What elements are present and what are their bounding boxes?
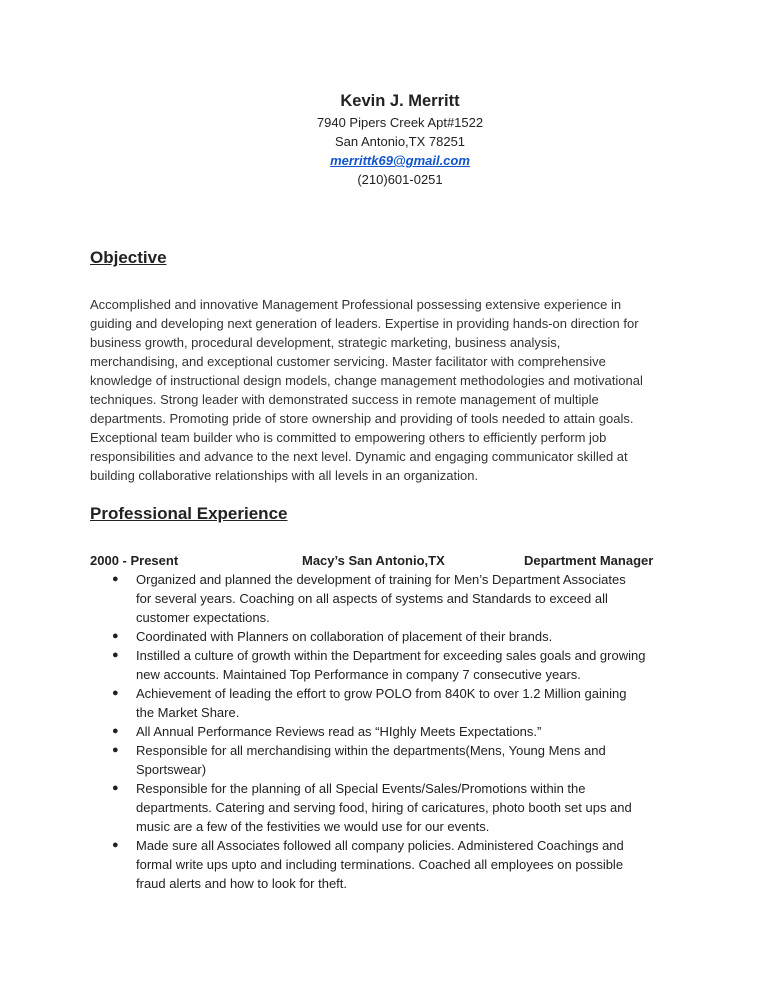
objective-line: guiding and developing next generation of leaders. Expertise in providing hands-on direction for (90, 316, 639, 331)
bullet-text-line: Organized and planned the development of training for Men’s Department Associates (136, 572, 626, 587)
bullet-item (90, 646, 690, 684)
phone-number: (210)601-0251 (357, 172, 443, 187)
objective-line: merchandising, and exceptional customer servicing. Master facilitator with comprehensive (90, 354, 606, 369)
address-line-1: 7940 Pipers Creek Apt#1522 (316, 115, 484, 130)
bullet-item (90, 722, 690, 741)
bullet-text-line: fraud alerts and how to look for theft. (136, 876, 348, 891)
objective-line: responsibilities and advance to the next level. Dynamic and engaging communicator skilled at (90, 449, 628, 464)
objective-line: business growth, procedural development, strategic marketing, business analysis, (90, 335, 561, 350)
job-bullet-list (90, 570, 690, 893)
objective-line: techniques. Strong leader with demonstrated success in remote management of multiple (90, 392, 599, 407)
email-line (16, 151, 768, 170)
bullet-icon: ● (112, 744, 119, 756)
email-link[interactable]: merrittk69@gmail.com (330, 153, 470, 168)
bullet-icon: ● (112, 687, 119, 699)
bullet-text-line: formal write ups upto and including terminations. Coached all employees on possible (136, 857, 624, 872)
bullet-icon: ● (112, 839, 119, 851)
bullet-text-line: Sportswear) (136, 762, 207, 777)
bullet-item (90, 836, 690, 893)
bullet-text-line: the Market Share. (136, 705, 240, 720)
experience-heading: Professional Experience (90, 504, 288, 523)
bullet-text-line: Instilled a culture of growth within the Department for exceeding sales goals and growing (136, 648, 646, 663)
candidate-name: Kevin J. Merritt (340, 92, 460, 110)
bullet-item (90, 570, 690, 627)
bullet-text-line: All Annual Performance Reviews read as “HIghly Meets Expectations.” (136, 724, 542, 739)
bullet-icon: ● (112, 782, 119, 794)
bullet-icon: ● (112, 649, 119, 661)
bullet-item (90, 627, 690, 646)
bullet-icon: ● (112, 725, 119, 737)
bullet-item (90, 684, 690, 722)
resume-header (16, 89, 768, 189)
job-dates: 2000 - Present (90, 553, 179, 568)
bullet-item (90, 779, 690, 836)
bullet-text-line: Responsible for the planning of all Special Events/Sales/Promotions within the (136, 781, 586, 796)
bullet-icon: ● (112, 630, 119, 642)
bullet-text-line: Coordinated with Planners on collaboration of placement of their brands. (136, 629, 553, 644)
bullet-item (90, 741, 690, 779)
objective-paragraph (90, 295, 690, 485)
objective-line: knowledge of instructional design models, change management methodologies and motivational (90, 373, 643, 388)
bullet-icon: ● (112, 573, 119, 585)
bullet-text-line: Achievement of leading the effort to grow POLO from 840K to over 1.2 Million gaining (136, 686, 627, 701)
bullet-text-line: Responsible for all merchandising within the departments(Mens, Young Mens and (136, 743, 606, 758)
job-title: Department Manager (524, 553, 654, 568)
job-employer: Macy’s San Antonio,TX (302, 553, 445, 568)
bullet-text-line: departments. Catering and serving food, hiring of caricatures, photo booth set ups and (136, 800, 632, 815)
bullet-text-line: customer expectations. (136, 610, 270, 625)
objective-line: building collaborative relationships with all levels in an organization. (90, 468, 479, 483)
address-line-2: San Antonio,TX 78251 (334, 134, 466, 149)
bullet-text-line: new accounts. Maintained Top Performance in company 7 consecutive years. (136, 667, 581, 682)
objective-line: departments. Promoting pride of store ownership and providing of tools needed to attain goals. (90, 411, 634, 426)
job-header (90, 551, 690, 570)
objective-heading: Objective (90, 248, 167, 267)
bullet-text-line: Made sure all Associates followed all company policies. Administered Coachings and (136, 838, 624, 853)
bullet-text-line: music are a few of the festivities we would use for our events. (136, 819, 490, 834)
bullet-text-line: for several years. Coaching on all aspects of systems and Standards to exceed all (136, 591, 608, 606)
objective-line: Accomplished and innovative Management Professional possessing extensive experience in (90, 297, 622, 312)
objective-line: Exceptional team builder who is committed to empowering others to efficiently perform job (90, 430, 607, 445)
